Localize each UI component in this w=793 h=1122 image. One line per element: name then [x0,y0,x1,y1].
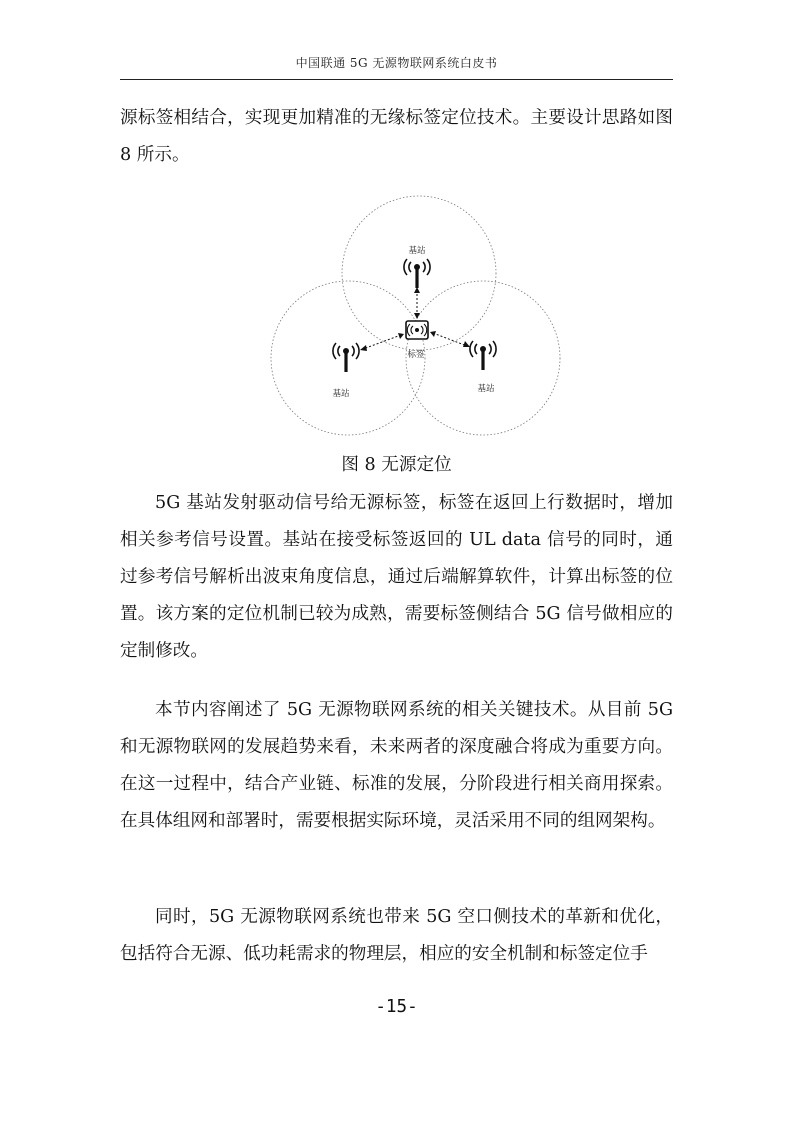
arrow-right-tag [433,333,467,346]
label-station-right: 基站 [477,384,495,394]
antenna-icon [404,259,430,288]
page-number: -15- [375,997,418,1017]
antenna-icon [333,343,359,372]
arrowhead [463,341,470,347]
paragraph-2: 5G 基站发射驱动信号给无源标签，标签在返回上行数据时，增加相关参考信号设置。基站在接受标签返回的 UL data 信号的同时，通过参考信号解析出波束角度信息，通过后端解算软件，计算出标签的位置。该方案的定位机制已较为成熟，需要标签侧结合 5G 信号做相应的定制修改。 [120,493,673,661]
header-divider [120,79,673,80]
paragraph-4: 同时，5G 无源物联网系统也带来 5G 空口侧技术的革新和优化，包括符合无源、低功耗需求的物理层，相应的安全机制和标签定位手 [120,907,673,964]
arrowhead [398,333,404,339]
label-station-left: 基站 [332,389,350,399]
coverage-circle-left [271,281,425,435]
figure-caption: 图 8 无源定位 [341,455,452,475]
antenna-icon [470,341,496,370]
label-tag: 标签 [407,350,425,360]
arrow-left-tag [363,335,401,349]
positioning-diagram [265,190,565,440]
tag-icon [406,321,428,339]
arrowhead [414,313,420,319]
page-header: 中国联通 5G 无源物联网系统白皮书 [295,56,498,70]
arrowhead [430,331,436,337]
arrowhead [360,345,367,351]
paragraph-1: 源标签相结合，实现更加精准的无缘标签定位技术。主要设计思路如图 8 所示。 [120,108,673,165]
figure-passive-positioning [265,190,565,440]
paragraph-3: 本节内容阐述了 5G 无源物联网系统的相关关键技术。从目前 5G 和无源物联网的发展趋势来看，未来两者的深度融合将成为重要方向。在这一过程中，结合产业链、标准的发展，分阶段进行相关商用探索。在具体组网和部署时，需要根据实际环境，灵活采用不同的组网架构。 [120,700,673,831]
label-station-top: 基站 [408,246,426,256]
